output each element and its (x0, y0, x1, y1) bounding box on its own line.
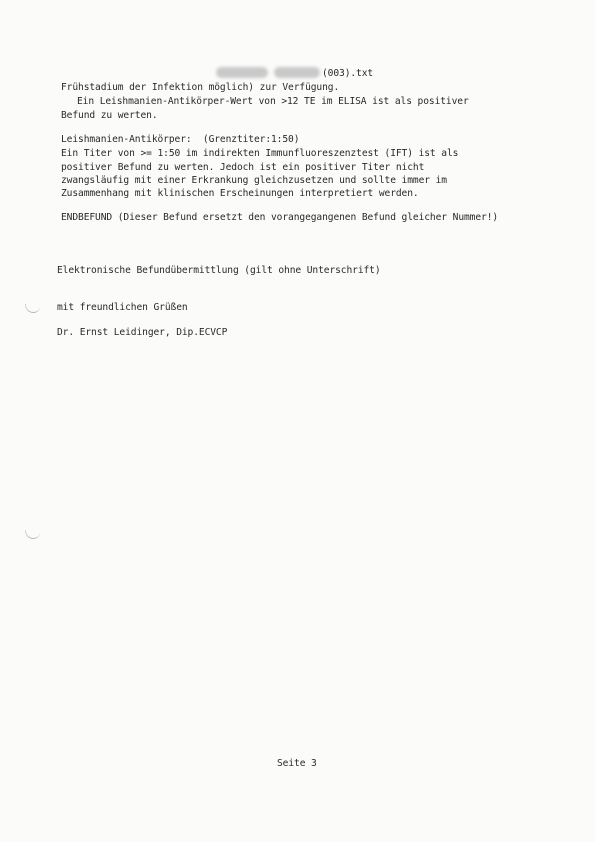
signature-name: Dr. Ernst Leidinger, Dip.ECVCP (57, 327, 228, 338)
endbefund-note: ENDBEFUND (Dieser Befund ersetzt den vorangegangenen Befund gleicher Nummer!) (61, 212, 499, 223)
punch-hole-mark-bottom (25, 530, 40, 539)
paragraph-1-line-3: Befund zu werten. (61, 110, 158, 121)
electronic-transmission-note: Elektronische Befundübermittlung (gilt ohne Unterschrift) (57, 265, 381, 276)
paragraph-1-line-1: Frühstadium der Infektion möglich) zur Verfügung. (61, 82, 340, 93)
closing-greeting: mit freundlichen Grüßen (57, 302, 188, 313)
redacted-filename-part-1 (216, 67, 268, 78)
filename-suffix: (003).txt (322, 68, 374, 79)
paragraph-2-heading: Leishmanien-Antikörper: (Grenztiter:1:50) (61, 134, 300, 145)
paragraph-2-line-3: positiver Befund zu werten. Jedoch ist ein positiver Titer nicht (61, 162, 425, 173)
paragraph-2-line-4: zwangsläufig mit einer Erkrankung gleichzusetzen und sollte immer im (61, 175, 447, 186)
paragraph-1-line-2: Ein Leishmanien-Antikörper-Wert von >12 TE im ELISA ist als positiver (77, 96, 469, 107)
redacted-filename-part-2 (274, 67, 320, 78)
punch-hole-mark-top (25, 304, 40, 313)
page-number: Seite 3 (277, 758, 317, 769)
paragraph-2-line-5: Zusammenhang mit klinischen Erscheinungen interpretiert werden. (61, 188, 419, 199)
paragraph-2-line-2: Ein Titer von >= 1:50 im indirekten Immunfluoreszenztest (IFT) ist als (61, 148, 459, 159)
